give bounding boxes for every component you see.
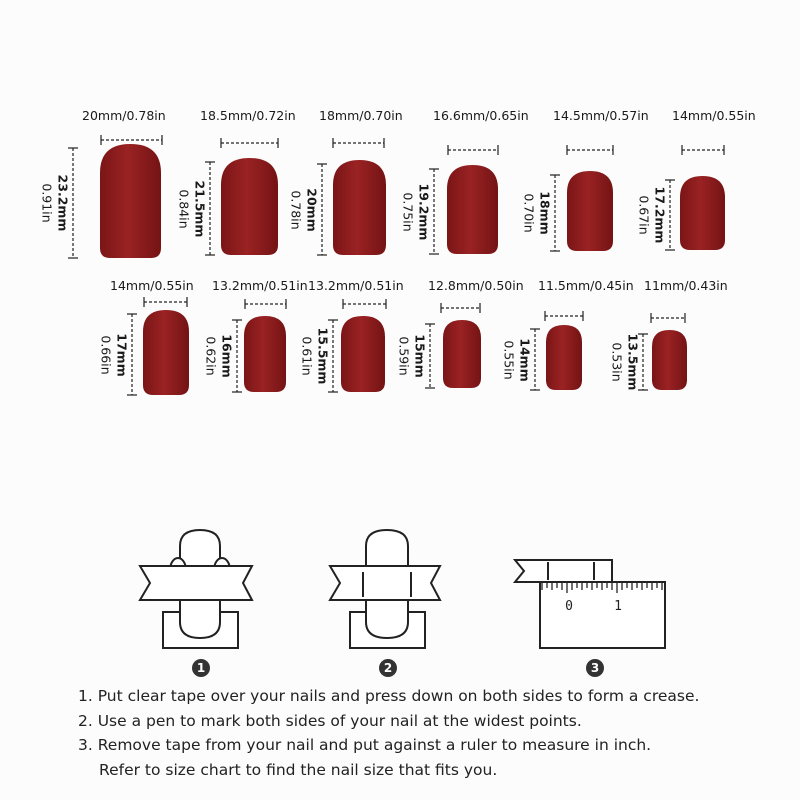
- width-dimension-row2-2: [245, 299, 286, 309]
- instruction-1: 1. Put clear tape over your nails and press down on both sides to form a crease.: [78, 687, 700, 705]
- width-dimension-row1-4: [448, 145, 498, 155]
- nail-row1-1: [100, 144, 161, 258]
- width-dimension-row1-3: [333, 138, 384, 148]
- instruction-4: Refer to size chart to find the nail size that fits you.: [99, 760, 498, 779]
- width-label-row2-2: 13.2mm/0.51in: [212, 278, 308, 293]
- width-dimension-row2-4: [441, 303, 480, 313]
- nail-shape-row2-4: [443, 320, 481, 388]
- height-mm-label-row2-4: 15mm: [412, 334, 428, 378]
- nail-shape-row1-4: [447, 165, 498, 254]
- height-mm-label-row2-1: 17mm: [114, 332, 130, 377]
- instruction-3: 3. Remove tape from your nail and put against a ruler to measure in inch.: [78, 736, 652, 754]
- height-in-label-row2-3: 0.61in: [299, 336, 315, 376]
- width-label-row1-5: 14.5mm/0.57in: [553, 108, 649, 123]
- width-label-row2-1: 14mm/0.55in: [110, 278, 194, 293]
- width-dimension-row1-2: [221, 138, 278, 148]
- nail-row1-4: [447, 165, 498, 254]
- width-label-row1-2: 18.5mm/0.72in: [200, 108, 296, 123]
- step-2-diagram: [330, 530, 440, 648]
- height-mm-label-row2-2: 16mm: [219, 334, 235, 378]
- nail-row2-5: [546, 325, 582, 390]
- nail-row2-4: [443, 320, 481, 388]
- ruler-label-1: 1: [614, 599, 622, 614]
- height-in-label-row1-1: 0.91in: [39, 183, 55, 223]
- nail-shape-row1-3: [333, 160, 386, 255]
- nail-shape-row1-6: [680, 176, 725, 250]
- width-dimension-row2-6: [651, 313, 685, 323]
- step-2-number: 2: [379, 659, 397, 677]
- width-label-row2-3: 13.2mm/0.51in: [308, 278, 404, 293]
- nail-shape-row2-3: [341, 316, 385, 392]
- instructions: [78, 684, 699, 782]
- nail-shape-row2-1: [143, 310, 189, 395]
- height-mm-label-row1-2: 21.5mm: [192, 180, 208, 237]
- nail-shape-row1-5: [567, 171, 613, 251]
- height-mm-label-row2-5: 14mm: [517, 337, 533, 382]
- nail-row1-5: [567, 171, 613, 251]
- nail-shape-row2-2: [244, 316, 286, 392]
- height-mm-label-row1-1: 23.2mm: [55, 174, 71, 232]
- height-mm-label-row1-6: 17.2mm: [652, 186, 668, 244]
- width-dimension-row1-1: [101, 135, 162, 145]
- width-label-row2-5: 11.5mm/0.45in: [538, 278, 634, 293]
- ruler-label-0: 0: [565, 599, 573, 614]
- width-dimension-row1-6: [682, 145, 724, 155]
- step-1-number: 1: [192, 659, 210, 677]
- nail-row2-6: [652, 330, 687, 390]
- height-in-label-row1-6: 0.67in: [636, 195, 652, 235]
- nail-row2-1: [143, 310, 189, 395]
- width-label-row1-4: 16.6mm/0.65in: [433, 108, 529, 123]
- width-dimension-row2-5: [545, 311, 583, 321]
- nail-row1-6: [680, 176, 725, 250]
- nail-row1-2: [221, 158, 278, 255]
- height-in-label-row1-4: 0.75in: [400, 191, 416, 232]
- height-in-label-row2-2: 0.62in: [203, 336, 219, 376]
- step-3-diagram: [515, 560, 665, 648]
- width-dimension-row2-1: [144, 297, 187, 307]
- height-in-label-row1-3: 0.78in: [288, 189, 304, 230]
- width-label-row2-6: 11mm/0.43in: [644, 278, 728, 293]
- width-label-row1-6: 14mm/0.55in: [672, 108, 756, 123]
- nail-shape-row1-2: [221, 158, 278, 255]
- height-mm-label-row1-5: 18mm: [537, 191, 553, 235]
- height-in-label-row2-5: 0.55in: [501, 339, 517, 380]
- step-1-diagram: [140, 530, 252, 648]
- height-in-label-row2-4: 0.59in: [396, 336, 412, 376]
- width-label-row2-4: 12.8mm/0.50in: [428, 278, 524, 293]
- nail-shape-row2-5: [546, 325, 582, 390]
- width-dimension-row2-3: [343, 299, 386, 309]
- height-in-label-row2-1: 0.66in: [98, 334, 114, 375]
- width-label-row1-3: 18mm/0.70in: [319, 108, 403, 123]
- nail-row2-2: [244, 316, 286, 392]
- nail-row2-3: [341, 316, 385, 392]
- height-in-label-row2-6: 0.53in: [609, 342, 625, 382]
- step-3-number: 3: [586, 659, 604, 677]
- nail-shape-row1-1: [100, 144, 161, 258]
- nail-row1-3: [333, 160, 386, 255]
- height-mm-label-row1-4: 19.2mm: [416, 183, 432, 240]
- height-mm-label-row2-3: 15.5mm: [315, 327, 331, 385]
- nail-shape-row2-6: [652, 330, 687, 390]
- height-in-label-row1-2: 0.84in: [176, 188, 192, 229]
- width-label-row1-1: 20mm/0.78in: [82, 108, 166, 123]
- instruction-2: 2. Use a pen to mark both sides of your nail at the widest points.: [78, 711, 582, 730]
- width-dimension-row1-5: [567, 145, 613, 155]
- height-mm-label-row2-6: 13.5mm: [625, 333, 641, 391]
- height-in-label-row1-5: 0.70in: [521, 193, 537, 233]
- height-mm-label-row1-3: 20mm: [304, 187, 320, 232]
